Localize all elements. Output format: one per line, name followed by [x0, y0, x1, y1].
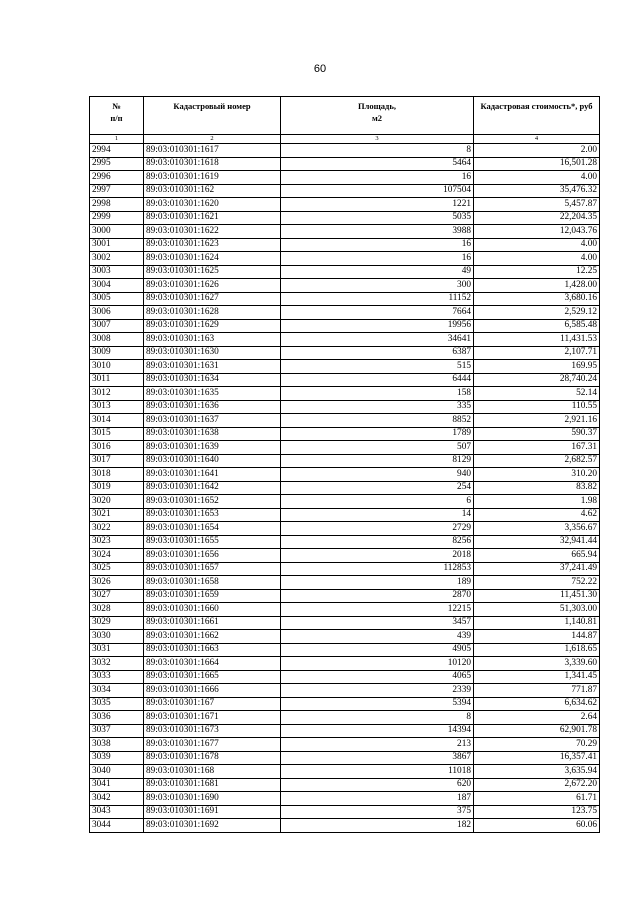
cadastral-value: 16,357.41 — [474, 751, 600, 765]
row-index: 3025 — [90, 562, 144, 576]
row-index: 3019 — [90, 481, 144, 495]
row-index: 3011 — [90, 373, 144, 387]
table-row — [90, 441, 600, 455]
table-row — [90, 333, 600, 347]
area-value: 940 — [281, 468, 474, 482]
table-row — [90, 400, 600, 414]
cadastral-value: 110.55 — [474, 400, 600, 414]
cadastral-value: 12.25 — [474, 265, 600, 279]
row-index: 3000 — [90, 225, 144, 239]
header-area: Площадь, м2 — [281, 97, 474, 135]
cadastral-number: 89:03:010301:1628 — [144, 306, 281, 320]
cadastral-number: 89:03:010301:1626 — [144, 279, 281, 293]
cadastral-value: 28,740.24 — [474, 373, 600, 387]
cadastral-value: 6,585.48 — [474, 319, 600, 333]
cadastral-value: 6,634.62 — [474, 697, 600, 711]
row-index: 2996 — [90, 171, 144, 185]
cadastral-value: 665.94 — [474, 549, 600, 563]
cadastral-number: 89:03:010301:1660 — [144, 603, 281, 617]
area-value: 189 — [281, 576, 474, 590]
table-row — [90, 265, 600, 279]
row-index: 3042 — [90, 792, 144, 806]
cadastral-number: 89:03:010301:1663 — [144, 643, 281, 657]
area-value: 16 — [281, 252, 474, 266]
area-value: 5394 — [281, 697, 474, 711]
area-value: 254 — [281, 481, 474, 495]
cadastral-value: 123.75 — [474, 805, 600, 819]
cadastral-value: 144.87 — [474, 630, 600, 644]
row-index: 3041 — [90, 778, 144, 792]
area-value: 107504 — [281, 184, 474, 198]
cadastral-value: 1,428.00 — [474, 279, 600, 293]
row-index: 3032 — [90, 657, 144, 671]
table-row — [90, 373, 600, 387]
cadastral-number: 89:03:010301:1641 — [144, 468, 281, 482]
cadastral-number: 89:03:010301:1653 — [144, 508, 281, 522]
cadastral-value: 2,672.20 — [474, 778, 600, 792]
cadastral-number: 89:03:010301:1661 — [144, 616, 281, 630]
area-value: 16 — [281, 238, 474, 252]
area-value: 112853 — [281, 562, 474, 576]
cadastral-value: 22,204.35 — [474, 211, 600, 225]
cadastral-value: 12,043.76 — [474, 225, 600, 239]
table-row — [90, 616, 600, 630]
row-index: 3012 — [90, 387, 144, 401]
cadastral-value: 11,451.30 — [474, 589, 600, 603]
cadastral-number: 89:03:010301:1637 — [144, 414, 281, 428]
table-row — [90, 252, 600, 266]
cadastral-value: 771.87 — [474, 684, 600, 698]
table-row — [90, 184, 600, 198]
table-row — [90, 778, 600, 792]
area-value: 507 — [281, 441, 474, 455]
cadastral-number: 89:03:010301:1659 — [144, 589, 281, 603]
cadastral-number: 89:03:010301:1640 — [144, 454, 281, 468]
cadastral-table — [89, 96, 600, 833]
area-value: 515 — [281, 360, 474, 374]
row-index: 3016 — [90, 441, 144, 455]
cadastral-value: 37,241.49 — [474, 562, 600, 576]
table-row — [90, 144, 600, 158]
area-value: 620 — [281, 778, 474, 792]
cadastral-number: 89:03:010301:1664 — [144, 657, 281, 671]
area-value: 1789 — [281, 427, 474, 441]
cadastral-number: 89:03:010301:1622 — [144, 225, 281, 239]
cadastral-value: 4.00 — [474, 252, 600, 266]
row-index: 3004 — [90, 279, 144, 293]
area-value: 8 — [281, 144, 474, 158]
cadastral-number: 89:03:010301:1673 — [144, 724, 281, 738]
cadastral-value: 1,140.81 — [474, 616, 600, 630]
cadastral-number: 89:03:010301:1635 — [144, 387, 281, 401]
row-index: 3002 — [90, 252, 144, 266]
table-header-row — [90, 97, 600, 135]
area-value: 2018 — [281, 549, 474, 563]
table-row — [90, 697, 600, 711]
area-value: 182 — [281, 819, 474, 833]
row-index: 3003 — [90, 265, 144, 279]
table-row — [90, 171, 600, 185]
table-row — [90, 589, 600, 603]
table-row — [90, 738, 600, 752]
area-value: 1221 — [281, 198, 474, 212]
area-value: 16 — [281, 171, 474, 185]
cadastral-value: 3,339.60 — [474, 657, 600, 671]
cadastral-number: 89:03:010301:1618 — [144, 157, 281, 171]
cadastral-value: 2,921.16 — [474, 414, 600, 428]
cadastral-value: 2,529.12 — [474, 306, 600, 320]
cadastral-value: 3,680.16 — [474, 292, 600, 306]
row-index: 3014 — [90, 414, 144, 428]
row-index: 3039 — [90, 751, 144, 765]
area-value: 3988 — [281, 225, 474, 239]
table-row — [90, 684, 600, 698]
row-index: 3028 — [90, 603, 144, 617]
cadastral-value: 167.31 — [474, 441, 600, 455]
row-index: 3006 — [90, 306, 144, 320]
row-index: 3040 — [90, 765, 144, 779]
area-value: 14394 — [281, 724, 474, 738]
cadastral-value: 4.00 — [474, 238, 600, 252]
cadastral-value: 752.22 — [474, 576, 600, 590]
row-index: 3027 — [90, 589, 144, 603]
cadastral-number: 89:03:010301:1638 — [144, 427, 281, 441]
row-index: 3007 — [90, 319, 144, 333]
row-index: 3029 — [90, 616, 144, 630]
table-row — [90, 562, 600, 576]
area-value: 49 — [281, 265, 474, 279]
table-row — [90, 427, 600, 441]
page-number: 60 — [313, 63, 327, 75]
table-row — [90, 198, 600, 212]
table-row — [90, 292, 600, 306]
cadastral-number: 89:03:010301:1662 — [144, 630, 281, 644]
table-row — [90, 792, 600, 806]
row-index: 3035 — [90, 697, 144, 711]
area-value: 19956 — [281, 319, 474, 333]
table-row — [90, 238, 600, 252]
table-row — [90, 157, 600, 171]
area-value: 158 — [281, 387, 474, 401]
table-row — [90, 805, 600, 819]
row-index: 3009 — [90, 346, 144, 360]
cadastral-value: 83.82 — [474, 481, 600, 495]
cadastral-number: 89:03:010301:1655 — [144, 535, 281, 549]
cadastral-value: 62,901.78 — [474, 724, 600, 738]
cadastral-number: 89:03:010301:1691 — [144, 805, 281, 819]
cadastral-number: 89:03:010301:1666 — [144, 684, 281, 698]
area-value: 12215 — [281, 603, 474, 617]
table-row — [90, 211, 600, 225]
cadastral-value: 5,457.87 — [474, 198, 600, 212]
cadastral-value: 32,941.44 — [474, 535, 600, 549]
area-value: 14 — [281, 508, 474, 522]
row-index: 3022 — [90, 522, 144, 536]
table-row — [90, 319, 600, 333]
column-number: 4 — [474, 135, 600, 144]
area-value: 8256 — [281, 535, 474, 549]
table-row — [90, 765, 600, 779]
area-value: 34641 — [281, 333, 474, 347]
cadastral-number: 89:03:010301:1665 — [144, 670, 281, 684]
area-value: 213 — [281, 738, 474, 752]
cadastral-number: 89:03:010301:167 — [144, 697, 281, 711]
table-row — [90, 549, 600, 563]
table-row — [90, 279, 600, 293]
cadastral-number: 89:03:010301:1658 — [144, 576, 281, 590]
table-row — [90, 360, 600, 374]
cadastral-number: 89:03:010301:1623 — [144, 238, 281, 252]
table-row — [90, 387, 600, 401]
cadastral-number: 89:03:010301:1630 — [144, 346, 281, 360]
cadastral-value: 51,303.00 — [474, 603, 600, 617]
table-row — [90, 819, 600, 833]
table-row — [90, 535, 600, 549]
area-value: 8852 — [281, 414, 474, 428]
area-value: 187 — [281, 792, 474, 806]
area-value: 11152 — [281, 292, 474, 306]
cadastral-value: 3,635.94 — [474, 765, 600, 779]
cadastral-number: 89:03:010301:163 — [144, 333, 281, 347]
row-index: 3018 — [90, 468, 144, 482]
area-value: 439 — [281, 630, 474, 644]
row-index: 3023 — [90, 535, 144, 549]
cadastral-value: 2,107.71 — [474, 346, 600, 360]
table-row — [90, 495, 600, 509]
area-value: 2870 — [281, 589, 474, 603]
cadastral-number: 89:03:010301:1619 — [144, 171, 281, 185]
row-index: 3008 — [90, 333, 144, 347]
row-index: 3001 — [90, 238, 144, 252]
table-row — [90, 670, 600, 684]
cadastral-number: 89:03:010301:1690 — [144, 792, 281, 806]
cadastral-number: 89:03:010301:1681 — [144, 778, 281, 792]
cadastral-number: 89:03:010301:1692 — [144, 819, 281, 833]
row-index: 3015 — [90, 427, 144, 441]
cadastral-value: 61.71 — [474, 792, 600, 806]
cadastral-number: 89:03:010301:1631 — [144, 360, 281, 374]
cadastral-value: 60.06 — [474, 819, 600, 833]
column-number: 1 — [90, 135, 144, 144]
row-index: 2998 — [90, 198, 144, 212]
cadastral-value: 1.98 — [474, 495, 600, 509]
area-value: 3867 — [281, 751, 474, 765]
cadastral-number: 89:03:010301:1636 — [144, 400, 281, 414]
cadastral-value: 1,341.45 — [474, 670, 600, 684]
table-row — [90, 657, 600, 671]
row-index: 3005 — [90, 292, 144, 306]
row-index: 3030 — [90, 630, 144, 644]
table-row — [90, 724, 600, 738]
cadastral-value: 1,618.65 — [474, 643, 600, 657]
table-row — [90, 711, 600, 725]
area-value: 6387 — [281, 346, 474, 360]
row-index: 2995 — [90, 157, 144, 171]
area-value: 4905 — [281, 643, 474, 657]
row-index: 3033 — [90, 670, 144, 684]
row-index: 3044 — [90, 819, 144, 833]
cadastral-number: 89:03:010301:1652 — [144, 495, 281, 509]
cadastral-number: 89:03:010301:1621 — [144, 211, 281, 225]
column-number: 3 — [281, 135, 474, 144]
row-index: 3026 — [90, 576, 144, 590]
cadastral-value: 2.00 — [474, 144, 600, 158]
area-value: 7664 — [281, 306, 474, 320]
area-value: 5464 — [281, 157, 474, 171]
area-value: 3457 — [281, 616, 474, 630]
cadastral-number: 89:03:010301:1656 — [144, 549, 281, 563]
area-value: 8 — [281, 711, 474, 725]
row-index: 3037 — [90, 724, 144, 738]
area-value: 2729 — [281, 522, 474, 536]
cadastral-number: 89:03:010301:162 — [144, 184, 281, 198]
row-index: 3038 — [90, 738, 144, 752]
cadastral-value: 4.62 — [474, 508, 600, 522]
area-value: 10120 — [281, 657, 474, 671]
header-cadastral-value: Кадастровая стоимость*, руб — [474, 97, 600, 135]
area-value: 6444 — [281, 373, 474, 387]
table-row — [90, 522, 600, 536]
table-row — [90, 508, 600, 522]
row-index: 3031 — [90, 643, 144, 657]
cadastral-number: 89:03:010301:1634 — [144, 373, 281, 387]
row-index: 2997 — [90, 184, 144, 198]
cadastral-number: 89:03:010301:1677 — [144, 738, 281, 752]
cadastral-number: 89:03:010301:1624 — [144, 252, 281, 266]
cadastral-value: 169.95 — [474, 360, 600, 374]
row-index: 3021 — [90, 508, 144, 522]
table-row — [90, 468, 600, 482]
header-cadastral-number: Кадастровый номер — [144, 97, 281, 135]
row-index: 3043 — [90, 805, 144, 819]
table-row — [90, 454, 600, 468]
table-row — [90, 481, 600, 495]
row-index: 2999 — [90, 211, 144, 225]
table-row — [90, 306, 600, 320]
table-row — [90, 603, 600, 617]
area-value: 375 — [281, 805, 474, 819]
row-index: 3024 — [90, 549, 144, 563]
row-index: 3017 — [90, 454, 144, 468]
cadastral-value: 2,682.57 — [474, 454, 600, 468]
cadastral-number: 89:03:010301:1657 — [144, 562, 281, 576]
area-value: 8129 — [281, 454, 474, 468]
table-row — [90, 225, 600, 239]
area-value: 335 — [281, 400, 474, 414]
cadastral-value: 16,501.28 — [474, 157, 600, 171]
row-index: 3010 — [90, 360, 144, 374]
cadastral-value: 310.20 — [474, 468, 600, 482]
table-row — [90, 630, 600, 644]
table-row — [90, 576, 600, 590]
cadastral-number: 89:03:010301:1629 — [144, 319, 281, 333]
cadastral-value: 590.37 — [474, 427, 600, 441]
area-value: 5035 — [281, 211, 474, 225]
cadastral-number: 89:03:010301:168 — [144, 765, 281, 779]
cadastral-value: 3,356.67 — [474, 522, 600, 536]
cadastral-number: 89:03:010301:1678 — [144, 751, 281, 765]
cadastral-value: 11,431.53 — [474, 333, 600, 347]
row-index: 3013 — [90, 400, 144, 414]
area-value: 2339 — [281, 684, 474, 698]
area-value: 6 — [281, 495, 474, 509]
header-index: № п/п — [90, 97, 144, 135]
cadastral-number: 89:03:010301:1654 — [144, 522, 281, 536]
cadastral-value: 4.00 — [474, 171, 600, 185]
cadastral-value: 52.14 — [474, 387, 600, 401]
cadastral-number: 89:03:010301:1627 — [144, 292, 281, 306]
table-row — [90, 751, 600, 765]
cadastral-number: 89:03:010301:1620 — [144, 198, 281, 212]
cadastral-value: 2.64 — [474, 711, 600, 725]
row-index: 3036 — [90, 711, 144, 725]
area-value: 300 — [281, 279, 474, 293]
area-value: 4065 — [281, 670, 474, 684]
row-index: 3020 — [90, 495, 144, 509]
row-index: 3034 — [90, 684, 144, 698]
cadastral-number: 89:03:010301:1642 — [144, 481, 281, 495]
cadastral-number: 89:03:010301:1625 — [144, 265, 281, 279]
column-number: 2 — [144, 135, 281, 144]
area-value: 11018 — [281, 765, 474, 779]
cadastral-number: 89:03:010301:1617 — [144, 144, 281, 158]
cadastral-number: 89:03:010301:1671 — [144, 711, 281, 725]
table-row — [90, 346, 600, 360]
row-index: 2994 — [90, 144, 144, 158]
cadastral-value: 35,476.32 — [474, 184, 600, 198]
cadastral-value: 70.29 — [474, 738, 600, 752]
table-row — [90, 414, 600, 428]
table-row — [90, 643, 600, 657]
cadastral-number: 89:03:010301:1639 — [144, 441, 281, 455]
column-number-row — [90, 135, 600, 144]
